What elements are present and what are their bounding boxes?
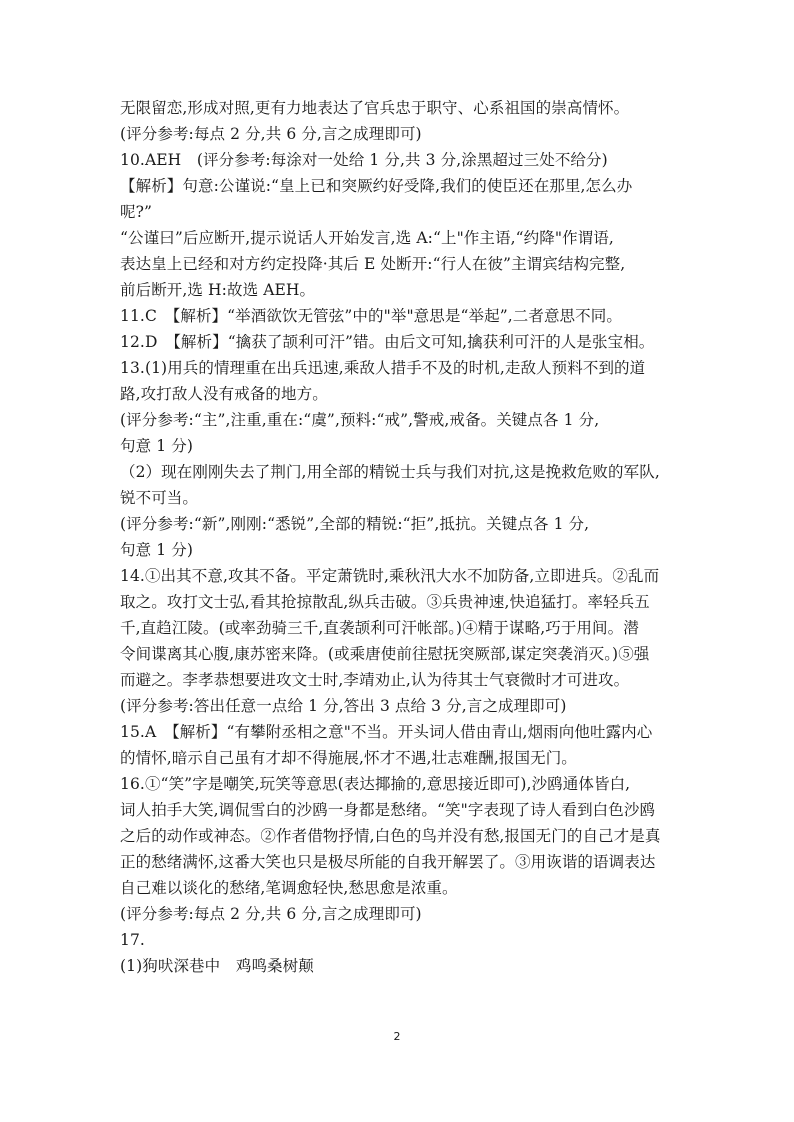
- text-line: 10.AEH (评分参考:每涂对一处给 1 分,共 3 分,涂黑超过三处不给分): [120, 151, 608, 169]
- text-line: (评分参考:每点 2 分,共 6 分,言之成理即可): [120, 905, 422, 923]
- text-line: 12.D 【解析】“擒获了颉利可汗”错。由后文可知,擒获利可汗的人是张宝相。: [120, 333, 655, 351]
- text-line: 取之。攻打文士弘,看其抢掠散乱,纵兵击破。③兵贵神速,快追猛打。率轻兵五: [120, 593, 650, 611]
- text-line: 千,直趋江陵。(或率劲骑三千,直袭颉利可汗帐部。)④精于谋略,巧于用间。潜: [120, 619, 639, 637]
- text-line: 自己难以谈化的愁绪,笔调愈轻快,愁思愈是浓重。: [120, 879, 458, 897]
- text-line: 15.A 【解析】“有攀附丞相之意"不当。开头词人借由青山,烟雨向他吐露内心: [120, 723, 653, 741]
- text-line: 【解析】句意:公谨说:“皇上已和突厥约好受降,我们的使臣还在那里,怎么办: [120, 177, 633, 195]
- text-line: 16.①“笑”字是嘲笑,玩笑等意思(表达揶揄的,意思接近即可),沙鸥通体皆白,: [120, 775, 631, 793]
- text-line: (1)狗吠深巷中 鸡鸣桑树颠: [120, 957, 314, 975]
- text-line: (评分参考:“主”,注重,重在:“虞”,预料:“戒”,警戒,戒备。关键点各 1 分,: [120, 411, 600, 429]
- text-line: (评分参考:每点 2 分,共 6 分,言之成理即可): [120, 125, 422, 143]
- text-line: 正的愁绪满怀,这番大笑也只是极尽所能的自我开解罢了。③用诙谐的语调表达: [120, 853, 656, 871]
- text-line: 句意 1 分): [120, 437, 193, 455]
- text-line: 之后的动作或神态。②作者借物抒情,白色的鸟并没有愁,报国无门的自己才是真: [120, 827, 661, 845]
- text-line: 13.(1)用兵的情理重在出兵迅速,乘敌人措手不及的时机,走敌人预料不到的道: [120, 359, 646, 377]
- text-line: 令间谍离其心腹,康苏密来降。(或乘唐使前往慰抚突厥部,谋定突袭消灭。)⑤强: [120, 645, 650, 663]
- text-line: 17.: [120, 931, 145, 949]
- text-line: 呢?”: [120, 203, 153, 221]
- text-line: 前后断开,选 H:故选 AEH。: [120, 281, 316, 299]
- text-line: 而避之。李孝恭想要进攻文士时,李靖劝止,认为待其士气衰微时才可进攻。: [120, 671, 630, 689]
- text-line: (评分参考:“新”,刚刚:“悉锐”,全部的精锐:“拒”,抵抗。关键点各 1 分,: [120, 515, 590, 533]
- text-line: 14.①出其不意,攻其不备。平定萧铣时,乘秋汛大水不加防备,立即进兵。②乱而: [120, 567, 660, 585]
- text-line: （2）现在刚刚失去了荆门,用全部的精锐士兵与我们对抗,这是挽救危败的军队,: [120, 463, 660, 481]
- text-line: 路,攻打敌人没有戒备的地方。: [120, 385, 328, 403]
- text-line: 表达皇上已经和对方约定投降·其后 E 处断开:“行人在彼”主谓宾结构完整,: [120, 255, 626, 273]
- answer-text-block: [120, 95, 680, 979]
- text-line: 11.C 【解析】“举酒欲饮无管弦”中的"举"意思是“举起”,二者意思不同。: [120, 307, 622, 325]
- text-line: 锐不可当。: [120, 489, 199, 507]
- page-number: 2: [393, 1030, 401, 1043]
- text-line: “公谨曰”后应断开,提示说话人开始发言,选 A:“上"作主语,“约降"作谓语,: [120, 229, 614, 247]
- text-line: 词人拍手大笑,调侃雪白的沙鸥一身都是愁绪。“笑"字表现了诗人看到白色沙鸥: [120, 801, 656, 819]
- text-line: (评分参考:答出任意一点给 1 分,答出 3 点给 3 分,言之成理即可): [120, 697, 567, 715]
- text-line: 句意 1 分): [120, 541, 193, 559]
- text-line: 无限留恋,形成对照,更有力地表达了官兵忠于职守、心系祖国的崇高情怀。: [120, 99, 630, 117]
- text-line: 的情怀,暗示自己虽有才却不得施展,怀才不遇,壮志难酬,报国无门。: [120, 749, 577, 767]
